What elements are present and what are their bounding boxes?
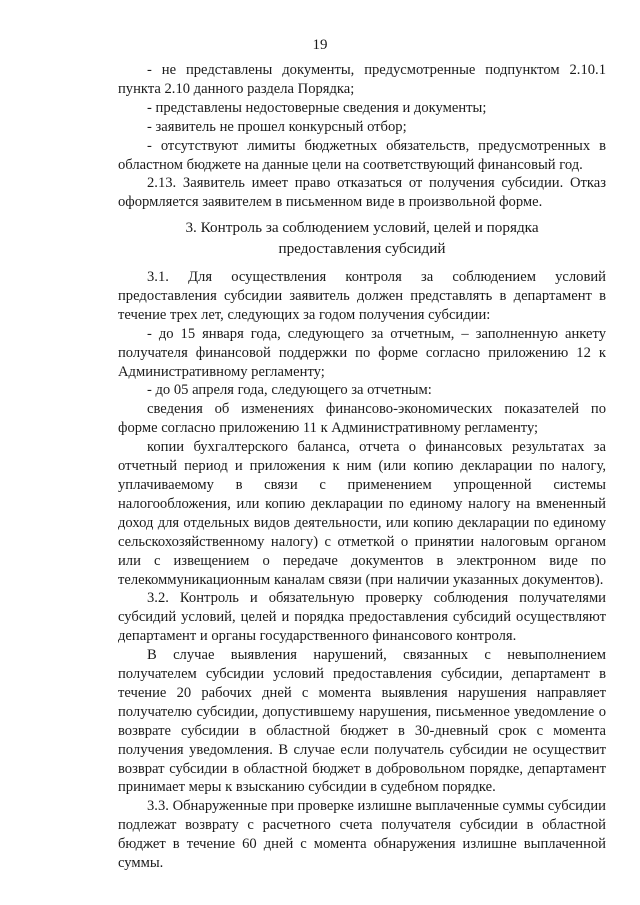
paragraph-2-13: 2.13. Заявитель имеет право отказаться от получения субсидии. Отказ оформляется заявителем в письменном виде в произвольной форме.	[118, 175, 606, 211]
list-item-failed-selection: - заявитель не прошел конкурсный отбор;	[147, 118, 407, 135]
paragraph-3-2: 3.2. Контроль и обязательную проверку соблюдения получателями субсидий условий, целей и порядка предоставления субсидий осуществляют департамент и органы государственного финансового контроля.	[118, 590, 606, 645]
paragraph-financial-indicators: сведения об изменениях финансово-экономических показателей по форме согласно приложению 11 к Административному регламенту;	[118, 401, 606, 437]
page-number: 19	[312, 37, 328, 53]
list-item-no-budget-limits: - отсутствуют лимиты бюджетных обязательств, предусмотренных в областном бюджете на данные цели на соответствующий финансовый год.	[118, 137, 606, 173]
section-heading-line-1: 3. Контроль за соблюдением условий, целей и порядка	[185, 219, 539, 236]
list-item-false-information: - представлены недостоверные сведения и документы;	[147, 99, 487, 116]
main-text-block	[118, 268, 606, 873]
list-item-missing-documents: - не представлены документы, предусмотренные подпунктом 2.10.1 пункта 2.10 данного раздела Порядка;	[118, 62, 606, 97]
section-heading	[118, 218, 606, 259]
paragraph-3-1: 3.1. Для осуществления контроля за соблюдением условий предоставления субсидии заявитель должен представлять в департамент в течение трех лет, следующих за годом получения субсидии:	[118, 269, 606, 323]
list-item-january-deadline: - до 15 января года, следующего за отчетным, – заполненную анкету получателя финансовой поддержки по форме согласно приложению 12 к Административному регламенту;	[118, 325, 606, 380]
paragraph-accounting-copies: копии бухгалтерского баланса, отчета о финансовых результатах за отчетный период и приложения к ним (или копию декларации по налогу, уплачиваемому в связи с применением упрощенной системы налогообложения, или копию декларации по единому налогу на вмененный доход для отдельных видов деятельности, или копию декларации по единому сельскохозяйственному налогу) с отметкой о принятии налоговым органом или с извещением о передаче документов в электронном виде по телекоммуникационным каналам связи (при наличии указанных документов).	[118, 439, 606, 588]
section-heading-line-2: предоставления субсидий	[278, 239, 446, 257]
top-text-block	[118, 61, 606, 212]
list-item-april-deadline: - до 05 апреля года, следующего за отчетным:	[147, 382, 432, 399]
paragraph-violations: В случае выявления нарушений, связанных с невыполнением получателем субсидии условий предоставления субсидии, департамент в течение 20 рабочих дней с момента выявления нарушения направляет получателю субсидии, допустившему нарушения, письменное уведомление о возврате субсидии в областной бюджет в 30-дневный срок с момента получения уведомления. В случае если получатель субсидии не осуществит возврат субсидии в областной бюджет в добровольном порядке, департамент принимает меры к взысканию субсидии в судебном порядке.	[118, 647, 606, 796]
paragraph-3-3: 3.3. Обнаруженные при проверке излишне выплаченные суммы субсидии подлежат возврату с расчетного счета получателя субсидии в областной бюджет в течение 60 дней с момента обнаружения излишне выплаченной суммы.	[118, 798, 606, 872]
